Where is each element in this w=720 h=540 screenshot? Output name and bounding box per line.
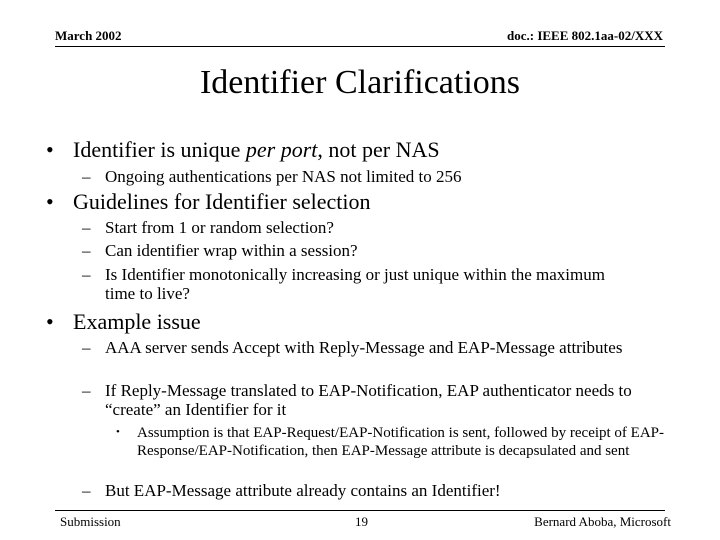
sub-text: AAA server sends Accept with Reply-Message and EAP-Message attributes	[105, 338, 623, 357]
sub-text: Ongoing authentications per NAS not limited to 256	[105, 167, 462, 186]
bullet-1-emphasis: per port	[245, 137, 318, 162]
dash-bullet: –	[82, 338, 91, 357]
dash-bullet: –	[82, 218, 91, 237]
sub-text: If Reply-Message translated to EAP-Notification, EAP authenticator needs to “create” an Identifier for it	[105, 381, 632, 419]
bullet-dot: •	[46, 189, 54, 214]
bullet-3-text: Example issue	[73, 309, 201, 334]
sub-text: But EAP-Message attribute already contains an Identifier!	[105, 481, 501, 500]
sub-text: Can identifier wrap within a session?	[105, 241, 358, 260]
header-divider	[55, 46, 665, 47]
bullet-dot: •	[46, 137, 54, 162]
footer-page-number: 19	[355, 514, 368, 529]
dash-bullet: –	[82, 265, 91, 284]
dash-bullet: –	[82, 481, 91, 500]
footer-submission: Submission	[60, 514, 121, 529]
subsub-text: Assumption is that EAP-Request/EAP-Notification is sent, followed by receipt of EAP-Response/EAP-Notification, then EAP-Message attribute is decapsulated and sent	[137, 425, 665, 459]
slide-title: Identifier Clarifications	[199, 64, 521, 101]
footer-author: Bernard Aboba, Microsoft	[534, 514, 671, 529]
dash-bullet: –	[82, 167, 91, 186]
header-doc-id: doc.: IEEE 802.1aa-02/XXX	[506, 28, 663, 43]
small-bullet-dot: •	[116, 426, 120, 438]
footer-divider	[55, 510, 665, 511]
sub-text: Start from 1 or random selection?	[105, 218, 334, 237]
header-date: March 2002	[55, 28, 122, 43]
bullet-dot: •	[46, 309, 54, 334]
bullet-1-text: Identifier is unique per port, not per NAS	[73, 137, 440, 162]
dash-bullet: –	[82, 381, 91, 400]
dash-bullet: –	[82, 241, 91, 260]
sub-text: Is Identifier monotonically increasing or just unique within the maximum time to live?	[105, 265, 605, 303]
bullet-2-text: Guidelines for Identifier selection	[73, 189, 371, 214]
